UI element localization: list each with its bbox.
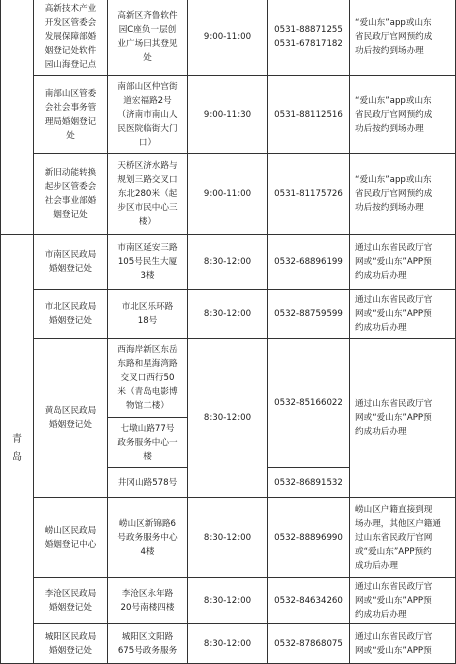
- city-cell: [1, 235, 34, 664]
- note-text: “爱山东”app或山东 省民政厅官网预约成 功后按约到场办理: [355, 95, 433, 134]
- office-cell: [34, 339, 108, 498]
- address-cell: [108, 624, 188, 664]
- hours-text: 8:30-12:00: [203, 638, 252, 649]
- office-cell: [34, 235, 108, 290]
- address-text: 高新区齐鲁软件 园C座负一层创 业广场曰其登见 处: [117, 10, 178, 63]
- address-cell: [108, 468, 188, 498]
- hours-text: 9:00-11:30: [203, 109, 252, 120]
- table-row: [1, 498, 456, 578]
- hours-text: 9:00-11:00: [203, 189, 252, 199]
- note-cell: [350, 624, 456, 664]
- note-text: “爱山东”app或山东 省民政厅官网预约成 功后按约到场办理: [355, 17, 433, 56]
- note-text: 通过山东省民政厅官 网或“爱山东”APP预 约成功后办理: [355, 581, 433, 620]
- address-text: 西海岸新区东岳 东路和星海湾路 交叉口西行50 米（青岛电影博 物馆二楼）: [117, 345, 178, 411]
- phone-text: 0531-88112516: [274, 109, 343, 120]
- city-cell-blank: [1, 0, 34, 235]
- note-cell: [350, 154, 456, 235]
- table-row: [1, 76, 456, 154]
- phone-text: 0532-84634260: [274, 595, 343, 606]
- office-name: 南部山区管委 会社会事务管 理局婚姻登记 处: [44, 88, 97, 141]
- note-cell: [350, 290, 456, 339]
- note-text: 崂山区户籍直接到现 场办理，其他区户籍通 过山东省民政厅官网 或“爱山东”APP预约 成功后办理: [355, 504, 441, 571]
- office-name: 市北区民政局 婚姻登记处: [44, 302, 97, 326]
- office-name: 市南区民政局 婚姻登记处: [44, 250, 97, 274]
- phone-cell: [268, 468, 350, 498]
- address-text: 城阳区文阳路 675号政务服务: [117, 631, 178, 656]
- note-text: “爱山东”app或山东 省民政厅官网预约成 功后按约到场办理: [355, 175, 433, 213]
- office-name: 高新技术产业 开发区管委会 发展保障部婚 姻登记处软件 园山海登记点: [44, 3, 97, 70]
- address-text: 市北区乐环路 18号: [121, 302, 174, 326]
- address-cell: [108, 578, 188, 624]
- address-cell: [108, 0, 188, 76]
- table-row: [1, 154, 456, 235]
- note-cell: [350, 235, 456, 290]
- address-cell: [108, 76, 188, 154]
- address-text: 天桥区济水路与 规划三路交叉口 东北280米（起 步区市民中心三 楼）: [117, 161, 178, 227]
- note-text: 通过山东省民政厅官 网或“爱山东”APP预 约成功后办理: [355, 295, 433, 333]
- phone-text: 0531-88871255 0531-67817182: [274, 24, 343, 49]
- phone-text: 0532-88759599: [274, 309, 343, 319]
- hours-cell: [188, 339, 268, 498]
- hours-cell: [188, 0, 268, 76]
- hours-cell: [188, 578, 268, 624]
- address-cell: [108, 418, 188, 468]
- phone-cell: [268, 578, 350, 624]
- phone-text: 0532-68896199: [274, 257, 343, 267]
- phone-text: 0531-81175726: [274, 189, 343, 199]
- office-cell: [34, 76, 108, 154]
- hours-text: 9:00-11:00: [203, 31, 252, 42]
- office-cell: [34, 154, 108, 235]
- hours-text: 8:30-12:00: [203, 257, 252, 267]
- table-row: [1, 578, 456, 624]
- hours-cell: [188, 154, 268, 235]
- table-row: [1, 290, 456, 339]
- office-name: 李沧区民政局 婚姻登记处: [44, 588, 97, 613]
- hours-cell: [188, 498, 268, 578]
- phone-cell: [268, 235, 350, 290]
- office-name: 城阳区民政局 婚姻登记处: [44, 631, 97, 656]
- phone-cell: [268, 154, 350, 235]
- phone-cell: [268, 498, 350, 578]
- address-text: 南部山区仲宫街 道宏福路2号 （济南市南山人 民医院临街大门 口）: [117, 81, 178, 148]
- table-row: [1, 624, 456, 664]
- hours-text: 8:30-12:00: [203, 413, 252, 423]
- address-text: 井冈山路578号: [117, 477, 178, 488]
- address-text: 七墩山路77号 政务服务中心一 楼: [117, 423, 178, 462]
- note-cell: [350, 76, 456, 154]
- office-cell: [34, 498, 108, 578]
- hours-text: 8:30-12:00: [203, 595, 252, 606]
- address-text: 市南区延安三路 105号民生大厦 3楼: [117, 243, 178, 281]
- hours-cell: [188, 76, 268, 154]
- note-text: 通过山东省民政厅官 网或“爱山东”APP预 约成功后办理: [355, 399, 433, 437]
- office-name: 崂山区民政局 婚姻登记中心: [44, 525, 97, 550]
- phone-text: 0532-88896990: [274, 532, 343, 543]
- address-text: 李沧区永年路 20号南楼四楼: [120, 588, 175, 613]
- address-cell: [108, 498, 188, 578]
- note-text: 通过山东省民政厅官 网或“爱山东”APP预 约成功后办理: [355, 243, 433, 281]
- address-cell: [108, 290, 188, 339]
- hours-cell: [188, 235, 268, 290]
- hours-text: 8:30-12:00: [203, 309, 252, 319]
- address-text: 崂山区新锦路6 号政务服务中心 4楼: [117, 518, 178, 557]
- office-cell: [34, 578, 108, 624]
- address-cell: [108, 235, 188, 290]
- phone-cell: [268, 624, 350, 664]
- phone-cell: [268, 290, 350, 339]
- office-cell: [34, 290, 108, 339]
- note-cell: [350, 0, 456, 76]
- note-cell: [350, 578, 456, 624]
- phone-text: 0532-86891532: [274, 477, 343, 488]
- table-row: [1, 235, 456, 290]
- note-cell: [350, 498, 456, 578]
- hours-cell: [188, 624, 268, 664]
- office-cell: [34, 0, 108, 76]
- phone-cell: [268, 339, 350, 468]
- table-row: [1, 339, 456, 418]
- office-name: 新旧动能转换 起步区管委会 社会事业部婚 姻登记处: [44, 168, 97, 220]
- office-name: 黄岛区民政局 婚姻登记处: [44, 406, 97, 430]
- office-cell: [34, 624, 108, 664]
- phone-cell: [268, 0, 350, 76]
- note-text: 通过山东省民政厅官 网或“爱山东”APP预: [355, 631, 433, 656]
- phone-text: 0532-85166022: [274, 398, 343, 408]
- table-row: [1, 0, 456, 76]
- phone-text: 0532-87868075: [274, 638, 343, 649]
- city-name: 青 岛: [12, 434, 22, 463]
- hours-cell: [188, 290, 268, 339]
- address-cell: [108, 154, 188, 235]
- phone-cell: [268, 76, 350, 154]
- note-cell: [350, 339, 456, 498]
- hours-text: 8:30-12:00: [203, 532, 252, 543]
- address-cell: [108, 339, 188, 418]
